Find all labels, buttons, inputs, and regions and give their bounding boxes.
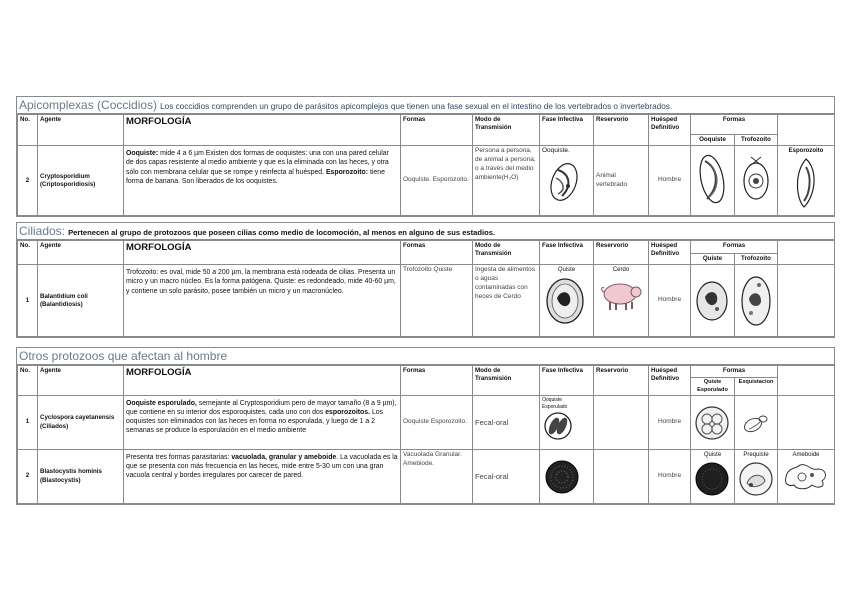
row-img-ameboide (778, 450, 835, 504)
esporozoito-drawing-icon (780, 155, 832, 211)
section-title-text: Ciliados: (19, 224, 66, 238)
header-modo: Modo de Transmisión (473, 241, 540, 265)
header-reservorio: Reservorio (594, 115, 649, 146)
header-no: No. (18, 115, 38, 146)
table-row (18, 265, 835, 337)
fase-label: Quiste (557, 267, 576, 274)
exquistacion-icon (737, 405, 775, 441)
row-no: 2 (18, 450, 38, 504)
ciliados-table (17, 240, 835, 337)
header-agente: Agente (38, 366, 124, 396)
row-modo: Fecal-oral (473, 396, 540, 450)
row-img-ooquiste (691, 146, 735, 216)
ooquiste-drawing-icon (693, 147, 731, 207)
section-apicomplexas (16, 96, 835, 217)
oocyst-drawing-icon (542, 156, 588, 204)
blastocystis-granular-icon (542, 457, 582, 497)
morf-bold-2: esporozoitos. (325, 409, 371, 417)
morf-bold-1: vacuolada, granular y ameboide (231, 454, 337, 462)
header-reservorio: Reservorio (594, 366, 649, 396)
header-sub-quiste: Quiste (691, 254, 735, 265)
esporozoito-label: Esporozoito (788, 148, 824, 155)
img-label-ameboide: Ameboide (792, 452, 820, 459)
header-fase: Fase Infectiva (540, 241, 594, 265)
header-morfologia: MORFOLOGÍA (124, 115, 401, 146)
morf-text-2: tiene forma de banana. Son liberados de los ooquistes. (126, 168, 385, 185)
morf-text-1: semejante al Cryptosporidium pero de mayor tamaño (8 a 9 µm), que contiene en su interior dos esporoquistes, cada uno con dos (126, 400, 397, 417)
row-morfologia (124, 450, 401, 504)
row-morfologia: Trofozoito: es oval, mide 50 a 200 µm, la membrana está rodeada de cilias. Presenta un micro y un macro núcleo. Es la forma patógena. Quiste: es redondeado, mide 40-60 µm, y contiene un solo parásito, posee también un micro y un macronúcleo. (124, 265, 401, 337)
trofozoito-form-icon (737, 273, 775, 329)
row-huesped: Hombre (649, 146, 691, 216)
row-formas: Ooquiste Esporozoito. (401, 396, 473, 450)
reservorio-label: Cerdo (612, 267, 630, 274)
row-reservorio: Animal vertebrado (594, 146, 649, 216)
section-title (17, 223, 834, 240)
row-reservorio (594, 396, 649, 450)
table-row (18, 146, 835, 216)
header-morfologia: MORFOLOGÍA (124, 366, 401, 396)
row-img-quiste (691, 450, 735, 504)
header-morfologia: MORFOLOGÍA (124, 241, 401, 265)
row-img-quiste (691, 396, 735, 450)
header-sub-quiste-esporulado: Quiste Esporulado (691, 378, 735, 396)
row-fase (540, 146, 594, 216)
row-formas: Trofozoito Quiste (401, 265, 473, 337)
morf-bold-2: Esporozoito: (325, 168, 369, 176)
header-sub-exquistacion: Exquistacion (735, 378, 778, 396)
header-row (18, 241, 835, 254)
row-fase (540, 450, 594, 504)
header-reservorio: Reservorio (594, 241, 649, 265)
blastocystis-prequiste-icon (737, 459, 775, 499)
row-img-extra (778, 396, 835, 450)
header-row (18, 115, 835, 135)
row-fase (540, 265, 594, 337)
row-img-extra (778, 146, 835, 216)
row-modo: Persona a persona, de animal a persona, o a través del medio ambiente(H₂O) (473, 146, 540, 216)
row-formas: Ooquiste. Esporozoito. (401, 146, 473, 216)
section-title-text: Otros protozoos que afectan al hombre (19, 349, 228, 363)
row-morfologia (124, 396, 401, 450)
row-agente: Cryptosporidium (Criptosporidiosis) (38, 146, 124, 216)
header-formas-group: Formas (691, 241, 778, 254)
row-reservorio (594, 265, 649, 337)
section-description: Los coccidios comprenden un grupo de parásitos apicomplejos que tienen una fase sexual en el intestino de los vertebrados o invertebrados. (160, 102, 673, 111)
row-agente: Blastocystis hominis (Blastocystis) (38, 450, 124, 504)
img-label-prequiste: Prequiste (743, 452, 769, 459)
header-agente: Agente (38, 241, 124, 265)
row-modo: Fecal-oral (473, 450, 540, 504)
section-title (17, 97, 834, 114)
row-fase (540, 396, 594, 450)
otros-table (17, 365, 835, 504)
header-agente: Agente (38, 115, 124, 146)
row-morfologia (124, 146, 401, 216)
section-ciliados (16, 222, 835, 338)
row-img-prequiste (735, 450, 778, 504)
header-formas: Formas (401, 241, 473, 265)
trofozoito-drawing-icon (737, 147, 775, 207)
row-no: 1 (18, 265, 38, 337)
row-img-extra (778, 265, 835, 337)
header-fase: Fase Infectiva (540, 115, 594, 146)
morf-bold-1: Ooquiste: (126, 150, 159, 158)
fase-label: Ooquiste. (542, 147, 570, 155)
quiste-esporulado-icon (693, 403, 731, 443)
table-row (18, 450, 835, 504)
section-title-text: Apicomplexas (Coccidios) (19, 98, 158, 112)
row-modo: Ingesta de alimentos o aguas contaminadas con heces de Cerdo (473, 265, 540, 337)
section-description: Pertenecen al grupo de protozoos que poseen cilias como medio de locomoción, al menos en alguno de sus estadios. (68, 228, 496, 237)
header-huesped: Huésped Definitivo (649, 241, 691, 265)
header-fase: Fase Infectiva (540, 366, 594, 396)
blastocystis-quiste-icon (693, 459, 731, 499)
blastocystis-ameboide-icon (780, 459, 832, 493)
header-sub-ooquiste: Ooquiste (691, 135, 735, 146)
header-no: No. (18, 366, 38, 396)
header-no: No. (18, 241, 38, 265)
morf-text-2: . La vacuolada es la que se presenta con más frecuencia en las heces, mide entre 5-30 um con una gran vacuola central y bordes irregulares por carecer de pared. (126, 454, 398, 480)
header-empty (778, 241, 835, 265)
morf-text-1: Presenta tres formas parasitarias: (126, 454, 230, 462)
section-title (17, 348, 834, 365)
fase-label: Ooquiste Esporulado (542, 397, 568, 410)
header-empty (778, 115, 835, 146)
row-agente: Balantidium coli (Balantidiosis) (38, 265, 124, 337)
pig-icon (596, 274, 644, 314)
ooquiste-esporulado-icon (542, 411, 576, 441)
header-empty (778, 366, 835, 396)
row-img-exquistacion (735, 396, 778, 450)
row-img-trofozoito (735, 146, 778, 216)
row-huesped: Hombre (649, 396, 691, 450)
quiste-form-icon (693, 275, 731, 327)
header-formas-group: Formas (691, 366, 778, 378)
header-formas-group: Formas (691, 115, 778, 135)
table-row (18, 396, 835, 450)
img-label-quiste: Quiste (703, 452, 722, 459)
header-formas: Formas (401, 366, 473, 396)
row-img-trofozoito (735, 265, 778, 337)
section-otros (16, 347, 835, 505)
apicomplexas-table (17, 114, 835, 216)
header-row (18, 366, 835, 378)
row-no: 1 (18, 396, 38, 450)
row-reservorio (594, 450, 649, 504)
morf-text-1: mide 4 a 6 µm Existen dos formas de ooquistes: una con una pared celular de dos capas resistente al medio ambiente y que es la eliminada con las heces, y otra sólo con membrana celular que se rompe y reinfecta al huésped. (126, 150, 389, 176)
header-modo: Modo de Transmisión (473, 366, 540, 396)
morf-bold-1: Ooquiste esporulado, (126, 400, 197, 408)
row-huesped: Hombre (649, 450, 691, 504)
row-huesped: Hombre (649, 265, 691, 337)
header-formas: Formas (401, 115, 473, 146)
morf-text-2: Los ooquistes son eliminados con las heces en forma no esporulada, y luego de 1 a 2 semanas se produce la esporulación en el medio ambiente (126, 409, 384, 435)
header-sub-trofozoito: Trofozoito (735, 254, 778, 265)
row-formas: Vacuolada Granular. Amebiode. (401, 450, 473, 504)
header-sub-trofozoito: Trofozoíto (735, 135, 778, 146)
row-no: 2 (18, 146, 38, 216)
row-agente: Cyclospora cayetanensis (Ciliados) (38, 396, 124, 450)
quiste-drawing-icon (542, 274, 588, 326)
row-img-quiste (691, 265, 735, 337)
header-huesped: Huésped Definitivo (649, 115, 691, 146)
header-modo: Modo de Transmisión (473, 115, 540, 146)
header-huesped: Huésped Definitivo (649, 366, 691, 396)
